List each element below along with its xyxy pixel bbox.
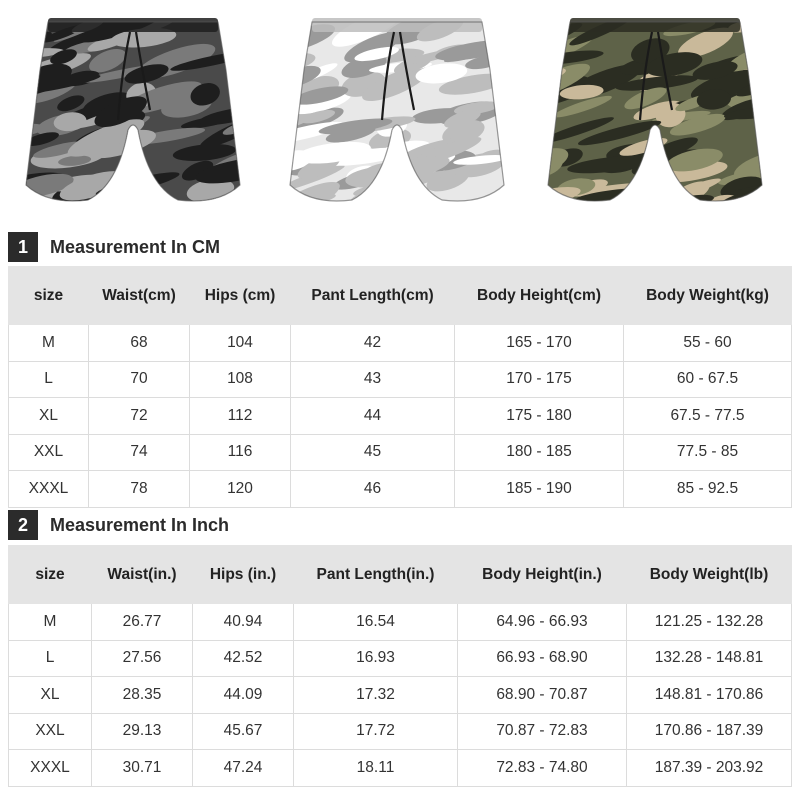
value-cell: 55 - 60 [624, 325, 792, 362]
column-header: Body Height(cm) [455, 267, 624, 325]
column-header: Pant Length(in.) [294, 546, 458, 604]
value-cell: 64.96 - 66.93 [458, 604, 627, 641]
value-cell: 72 [89, 398, 190, 435]
value-cell: 108 [190, 361, 291, 398]
value-cell: 67.5 - 77.5 [624, 398, 792, 435]
value-cell: 46 [291, 471, 455, 508]
value-cell: 17.72 [294, 713, 458, 750]
table-row [9, 750, 792, 787]
table-header-row [9, 546, 792, 604]
section-title: Measurement In CM [50, 236, 221, 257]
value-cell: 187.39 - 203.92 [627, 750, 792, 787]
value-cell: 148.81 - 170.86 [627, 677, 792, 714]
value-cell: 27.56 [92, 640, 193, 677]
table-row [9, 398, 792, 435]
value-cell: 185 - 190 [455, 471, 624, 508]
value-cell: 165 - 170 [455, 325, 624, 362]
table-row [9, 713, 792, 750]
white-camo-shorts-image [282, 10, 512, 225]
column-header: size [9, 267, 89, 325]
table-row [9, 325, 792, 362]
size-cell: L [9, 640, 92, 677]
column-header: Hips (cm) [190, 267, 291, 325]
value-cell: 42 [291, 325, 455, 362]
value-cell: 60 - 67.5 [624, 361, 792, 398]
section-number-badge: 1 [8, 232, 38, 262]
column-header: Body Weight(lb) [627, 546, 792, 604]
product-images [0, 0, 800, 230]
size-table-cm [8, 266, 792, 508]
table-row [9, 677, 792, 714]
size-cell: M [9, 325, 89, 362]
column-header: Pant Length(cm) [291, 267, 455, 325]
value-cell: 70 [89, 361, 190, 398]
column-header: Body Weight(kg) [624, 267, 792, 325]
value-cell: 116 [190, 434, 291, 471]
value-cell: 68 [89, 325, 190, 362]
value-cell: 42.52 [193, 640, 294, 677]
value-cell: 45.67 [193, 713, 294, 750]
value-cell: 47.24 [193, 750, 294, 787]
value-cell: 28.35 [92, 677, 193, 714]
size-cell: XL [9, 398, 89, 435]
value-cell: 104 [190, 325, 291, 362]
table-row [9, 604, 792, 641]
table-row [9, 471, 792, 508]
value-cell: 16.54 [294, 604, 458, 641]
value-cell: 44 [291, 398, 455, 435]
value-cell: 74 [89, 434, 190, 471]
size-cell: XXXL [9, 750, 92, 787]
value-cell: 40.94 [193, 604, 294, 641]
value-cell: 77.5 - 85 [624, 434, 792, 471]
column-header: Hips (in.) [193, 546, 294, 604]
column-header: size [9, 546, 92, 604]
table-row [9, 361, 792, 398]
size-cell: XXL [9, 434, 89, 471]
table-row [9, 434, 792, 471]
value-cell: 16.93 [294, 640, 458, 677]
size-cell: L [9, 361, 89, 398]
value-cell: 70.87 - 72.83 [458, 713, 627, 750]
value-cell: 170.86 - 187.39 [627, 713, 792, 750]
value-cell: 17.32 [294, 677, 458, 714]
black-camo-shorts-image [18, 10, 248, 225]
size-cell: M [9, 604, 92, 641]
size-cell: XXXL [9, 471, 89, 508]
table-header-row [9, 267, 792, 325]
value-cell: 175 - 180 [455, 398, 624, 435]
value-cell: 120 [190, 471, 291, 508]
value-cell: 78 [89, 471, 190, 508]
value-cell: 45 [291, 434, 455, 471]
column-header: Waist(in.) [92, 546, 193, 604]
section-heading-cm [8, 232, 220, 262]
value-cell: 26.77 [92, 604, 193, 641]
value-cell: 68.90 - 70.87 [458, 677, 627, 714]
value-cell: 112 [190, 398, 291, 435]
section-heading-inch [8, 510, 229, 540]
value-cell: 132.28 - 148.81 [627, 640, 792, 677]
value-cell: 121.25 - 132.28 [627, 604, 792, 641]
value-cell: 43 [291, 361, 455, 398]
green-camo-shorts-image [540, 10, 770, 225]
value-cell: 85 - 92.5 [624, 471, 792, 508]
section-number-badge: 2 [8, 510, 38, 540]
value-cell: 72.83 - 74.80 [458, 750, 627, 787]
value-cell: 170 - 175 [455, 361, 624, 398]
column-header: Waist(cm) [89, 267, 190, 325]
value-cell: 44.09 [193, 677, 294, 714]
value-cell: 66.93 - 68.90 [458, 640, 627, 677]
value-cell: 180 - 185 [455, 434, 624, 471]
table-row [9, 640, 792, 677]
value-cell: 29.13 [92, 713, 193, 750]
section-title: Measurement In Inch [50, 514, 230, 535]
size-cell: XXL [9, 713, 92, 750]
value-cell: 30.71 [92, 750, 193, 787]
size-table-inch [8, 545, 792, 787]
value-cell: 18.11 [294, 750, 458, 787]
column-header: Body Height(in.) [458, 546, 627, 604]
size-cell: XL [9, 677, 92, 714]
